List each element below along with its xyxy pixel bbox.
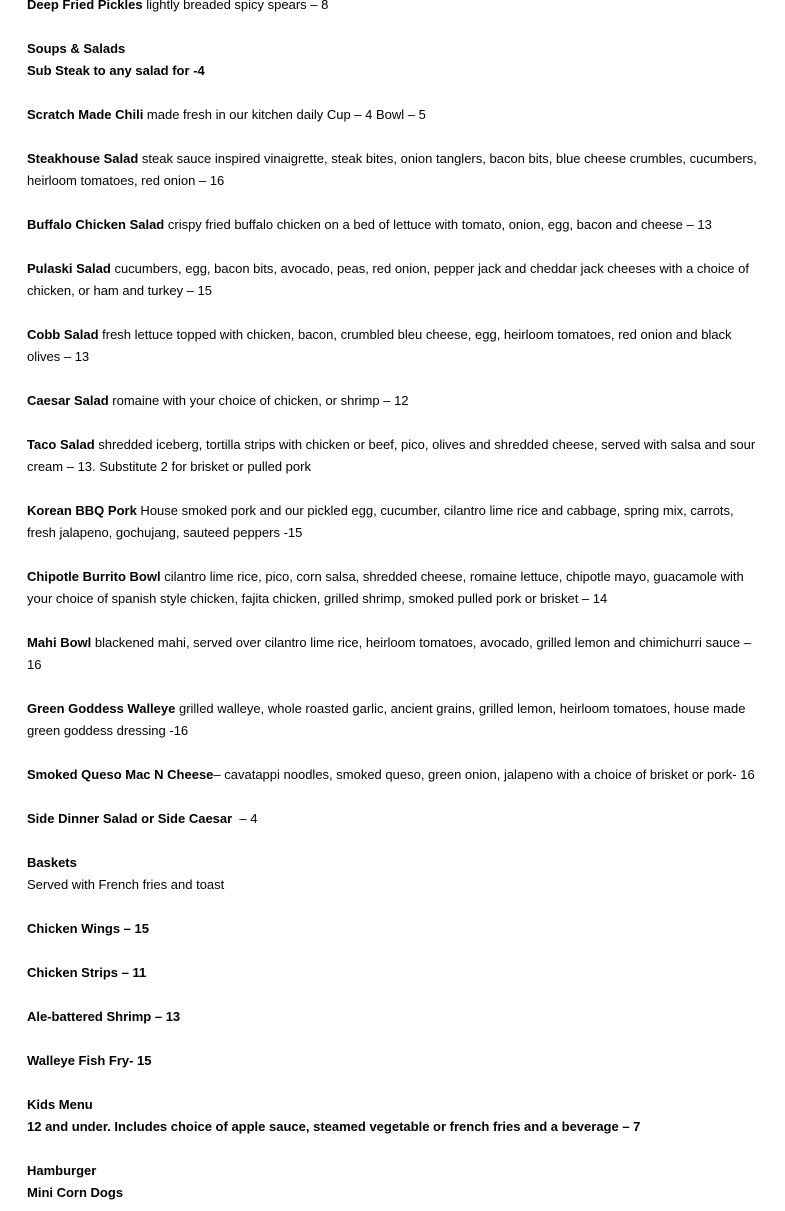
menu-item-description: steak sauce inspired vinaigrette, steak bites, onion tanglers, bacon bits, blue cheese crumbles, cucumbers, heirloom tomatoes, red onion – 16	[27, 151, 757, 188]
section-heading-soups-salads: Soups & Salads	[27, 41, 126, 56]
menu-item-chipotle-burrito-bowl	[27, 566, 762, 610]
menu-item-korean-bbq-pork	[27, 500, 762, 544]
menu-item-description: lightly breaded spicy spears – 8	[142, 0, 329, 12]
menu-item-description: crispy fried buffalo chicken on a bed of lettuce with tomato, onion, egg, bacon and cheese – 13	[164, 217, 712, 232]
menu-item-deep-fried-pickles	[27, 0, 762, 16]
menu-item-description: – 4	[232, 811, 258, 826]
menu-item-name: Buffalo Chicken Salad	[27, 217, 165, 232]
menu-item-description: cilantro lime rice, pico, corn salsa, shredded cheese, romaine lettuce, chipotle mayo, guacamole with your choice of spanish style chicken, fajita chicken, grilled shrimp, smoked pulled pork or brisket – 14	[27, 569, 744, 606]
section-heading-baskets: Baskets	[27, 855, 77, 870]
sub-steak-note: Sub Steak to any salad for -4	[27, 63, 205, 78]
menu-item-name: Steakhouse Salad	[27, 151, 139, 166]
kids-item-mini-corn-dogs: Mini Corn Dogs	[27, 1185, 124, 1200]
menu-item-scratch-made-chili	[27, 104, 762, 126]
section-heading-kids-menu: Kids Menu	[27, 1097, 93, 1112]
menu-item-name: Scratch Made Chili	[27, 107, 144, 122]
menu-item-pulaski-salad	[27, 258, 762, 302]
menu-item-name: Cobb Salad	[27, 327, 99, 342]
menu-item-name: Side Dinner Salad or Side Caesar	[27, 811, 233, 826]
menu-item-smoked-queso-mac	[27, 764, 762, 786]
menu-item-description: grilled walleye, whole roasted garlic, ancient grains, grilled lemon, heirloom tomatoes, house made green goddess dressing -16	[27, 701, 746, 738]
menu-item-green-goddess-walleye	[27, 698, 762, 742]
menu-item-description: – cavatappi noodles, smoked queso, green onion, jalapeno with a choice of brisket or pork- 16	[213, 767, 755, 782]
menu-item-name: Green Goddess Walleye	[27, 701, 176, 716]
menu-item-description: romaine with your choice of chicken, or shrimp – 12	[108, 393, 409, 408]
menu-item-name: Deep Fried Pickles	[27, 0, 143, 12]
menu-item-name: Smoked Queso Mac N Cheese	[27, 767, 214, 782]
menu-item-mahi-bowl	[27, 632, 762, 676]
basket-item-chicken-strips: Chicken Strips – 11	[27, 965, 147, 980]
menu-item-cobb-salad	[27, 324, 762, 368]
basket-item-chicken-wings: Chicken Wings – 15	[27, 921, 149, 936]
menu-item-description: made fresh in our kitchen daily Cup – 4 Bowl – 5	[143, 107, 426, 122]
menu-item-name: Pulaski Salad	[27, 261, 111, 276]
basket-item-ale-battered-shrimp: Ale-battered Shrimp – 13	[27, 1009, 181, 1024]
kids-menu-note: 12 and under. Includes choice of apple sauce, steamed vegetable or french fries and a beverage – 7	[27, 1119, 641, 1134]
menu-item-description: shredded iceberg, tortilla strips with chicken or beef, pico, olives and shredded cheese, served with salsa and sour cream – 13. Substitute 2 for brisket or pulled pork	[27, 437, 756, 474]
menu-item-description: House smoked pork and our pickled egg, cucumber, cilantro lime rice and cabbage, spring mix, carrots, fresh jalapeno, gochujang, sauteed peppers -15	[27, 503, 734, 540]
menu-item-description: fresh lettuce topped with chicken, bacon, crumbled bleu cheese, egg, heirloom tomatoes, red onion and black olives – 13	[27, 327, 732, 364]
menu-item-name: Chipotle Burrito Bowl	[27, 569, 161, 584]
menu-item-name: Caesar Salad	[27, 393, 109, 408]
menu-item-description: blackened mahi, served over cilantro lime rice, heirloom tomatoes, avocado, grilled lemon and chimichurri sauce – 16	[27, 635, 751, 672]
menu-item-taco-salad	[27, 434, 762, 478]
menu-item-description: cucumbers, egg, bacon bits, avocado, peas, red onion, pepper jack and cheddar jack cheeses with a choice of chicken, or ham and turkey – 15	[27, 261, 749, 298]
menu-item-caesar-salad	[27, 390, 762, 412]
basket-item-walleye-fish-fry: Walleye Fish Fry- 15	[27, 1053, 152, 1068]
menu-item-name: Taco Salad	[27, 437, 95, 452]
kids-item-hamburger: Hamburger	[27, 1163, 97, 1178]
baskets-note: Served with French fries and toast	[27, 877, 225, 892]
menu-item-name: Korean BBQ Pork	[27, 503, 137, 518]
menu-item-steakhouse-salad	[27, 148, 762, 192]
menu-document	[27, 0, 762, 1204]
menu-item-name: Mahi Bowl	[27, 635, 92, 650]
menu-item-side-salad	[27, 808, 762, 830]
menu-item-buffalo-chicken-salad	[27, 214, 762, 236]
